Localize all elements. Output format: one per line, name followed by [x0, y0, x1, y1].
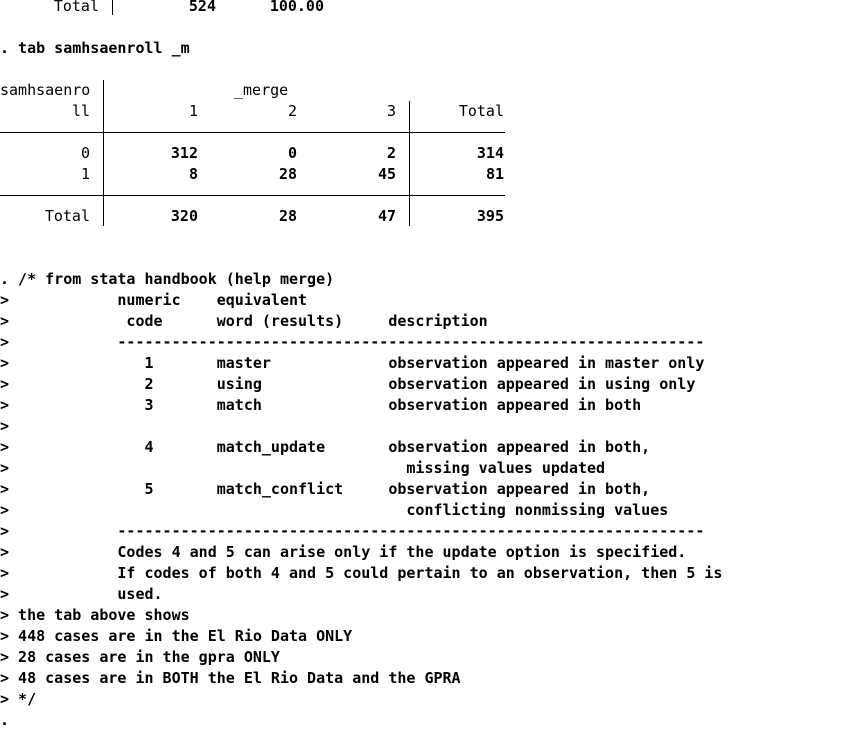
comment-line: > missing values updated	[0, 459, 606, 477]
comment-line: . /* from stata handbook (help merge)	[0, 270, 335, 288]
comment-line: >	[0, 417, 10, 435]
comment-line: > 448 cases are in the El Rio Data ONLY	[0, 627, 353, 645]
comment-line: > 48 cases are in BOTH the El Rio Data and the GPRA	[0, 669, 461, 687]
col-header-3: 3	[386, 102, 396, 120]
row-label-divider	[103, 80, 104, 226]
total-col-divider	[409, 101, 410, 226]
total-row-label: Total	[44, 207, 90, 225]
comment-line: > the tab above shows	[0, 606, 190, 624]
top-total-label: Total	[53, 0, 99, 15]
row-label: 1	[80, 165, 90, 183]
total-rule	[0, 195, 505, 196]
top-total-freq: 524	[188, 0, 216, 15]
header-rule	[0, 132, 505, 133]
command-prompt[interactable]: .	[0, 711, 10, 729]
row-var-name-line1: samhsaenro	[0, 81, 91, 99]
comment-line: > -----------------------------------------------------------------	[0, 333, 705, 351]
table-cell: 8	[188, 165, 198, 183]
comment-line: > conflicting nonmissing values	[0, 501, 669, 519]
comment-line: > 5 match_conflict observation appeared in both,	[0, 480, 651, 498]
table-cell: 45	[377, 165, 396, 183]
comment-line: > -----------------------------------------------------------------	[0, 522, 705, 540]
comment-line: > If codes of both 4 and 5 could pertain to an observation, then 5 is	[0, 564, 723, 582]
total-cell: 47	[377, 207, 396, 225]
col-header-2: 2	[287, 102, 297, 120]
row-total: 314	[476, 144, 504, 162]
comment-line: > code word (results) description	[0, 312, 488, 330]
comment-line: > 1 master observation appeared in master only	[0, 354, 705, 372]
comment-line: > numeric equivalent	[0, 291, 308, 309]
row-total: 81	[485, 165, 504, 183]
total-header: Total	[458, 102, 504, 120]
comment-line: > used.	[0, 585, 163, 603]
comment-line: > */	[0, 690, 37, 708]
comment-line: > 28 cases are in the gpra ONLY	[0, 648, 280, 666]
comment-line: > 4 match_update observation appeared in both,	[0, 438, 651, 456]
comment-line: > 3 match observation appeared in both	[0, 396, 642, 414]
grand-total: 395	[476, 207, 504, 225]
top-total-divider	[112, 0, 113, 15]
row-label: 0	[80, 144, 90, 162]
command-line: . tab samhsaenroll _m	[0, 39, 190, 57]
col-header-1: 1	[188, 102, 198, 120]
table-cell: 312	[170, 144, 198, 162]
table-cell: 28	[278, 165, 297, 183]
total-cell: 320	[170, 207, 198, 225]
table-cell: 2	[386, 144, 396, 162]
row-var-name-line2: ll	[71, 102, 90, 120]
table-cell: 0	[287, 144, 297, 162]
comment-line: > 2 using observation appeared in using only	[0, 375, 696, 393]
top-total-percent: 100.00	[269, 0, 324, 15]
col-var-name: _merge	[234, 81, 289, 99]
comment-line: > Codes 4 and 5 can arise only if the update option is specified.	[0, 543, 687, 561]
total-cell: 28	[278, 207, 297, 225]
